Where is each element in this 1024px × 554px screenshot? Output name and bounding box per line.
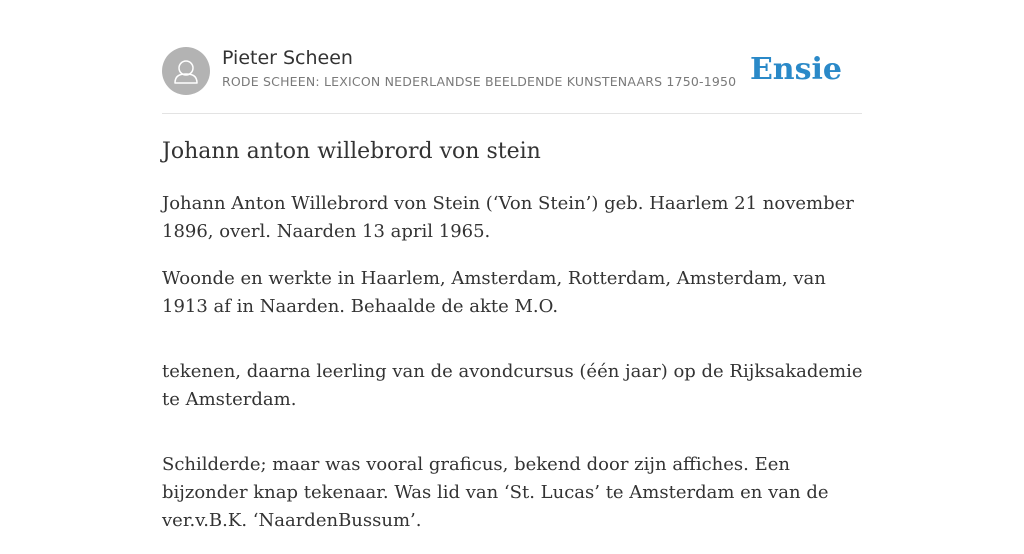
article-paragraph: Woonde en werkte in Haarlem, Amsterdam, Rotterdam, Amsterdam, van 1913 af in Naarden. Behaalde de akte M.O.	[162, 268, 826, 317]
brand-logo[interactable]: Ensie	[749, 52, 842, 87]
header-divider	[162, 113, 862, 114]
article-title: Johann anton willebrord von stein	[162, 139, 541, 164]
author-name[interactable]: Pieter Scheen	[222, 47, 353, 69]
article-paragraph: tekenen, daarna leerling van de avondcursus (één jaar) op de Rijksakademie te Amsterdam.	[162, 361, 863, 410]
user-icon	[162, 47, 210, 95]
article-paragraph: Schilderde; maar was vooral graficus, bekend door zijn affiches. Een bijzonder knap tekenaar. Was lid van ‘St. Lucas’ te Amsterdam en van de ver.v.B.K. ‘NaardenBussum’.	[162, 454, 829, 531]
article-body	[162, 190, 868, 554]
avatar[interactable]	[162, 47, 210, 95]
author-header	[162, 46, 862, 96]
article-paragraph: Johann Anton Willebrord von Stein (‘Von Stein’) geb. Haarlem 21 november 1896, overl. Naarden 13 april 1965.	[162, 193, 854, 242]
author-source[interactable]: RODE SCHEEN: LEXICON NEDERLANDSE BEELDENDE KUNSTENAARS 1750-1950	[222, 74, 737, 89]
